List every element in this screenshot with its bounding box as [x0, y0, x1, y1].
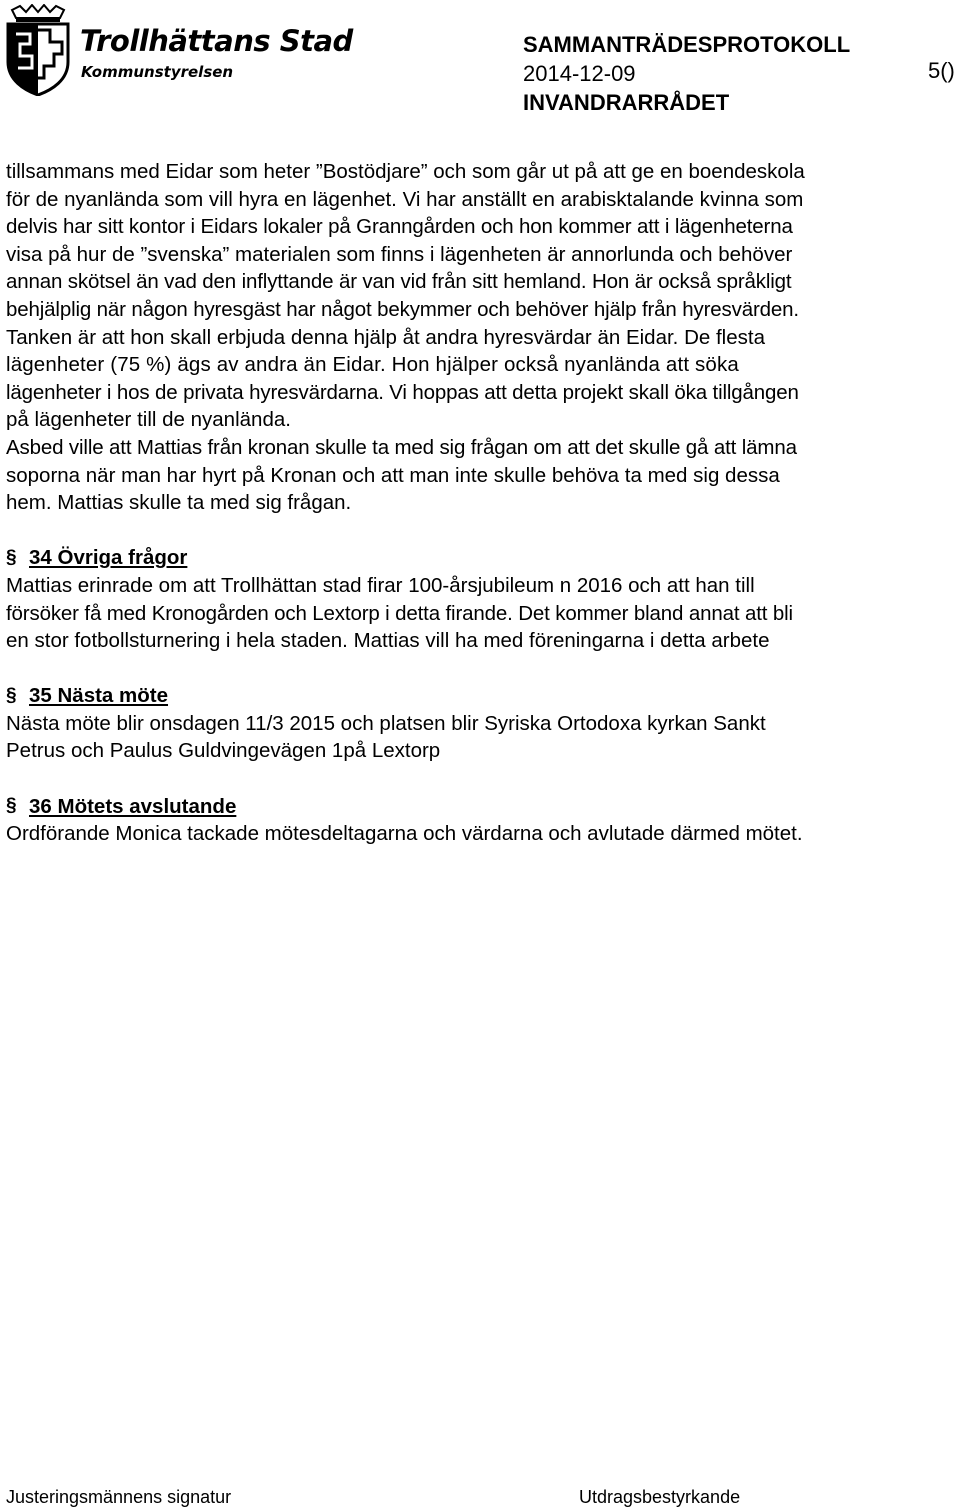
text-line: annan skötsel än vad den inflyttande är van vid från sitt hemland. Hon är också språkligt — [6, 270, 792, 294]
section-title: 36 Mötets avslutande — [29, 794, 237, 818]
intro-paragraph — [6, 434, 956, 517]
text-line: en stor fotbollsturnering i hela staden. Mattias vill ha med föreningarna i detta arbete — [6, 629, 770, 653]
text-line: Ordförande Monica tackade mötesdeltagarna och värdarna och avlutade därmed mötet. — [6, 822, 803, 846]
text-line: tillsammans med Eidar som heter ”Bostödjare” och som går ut på att ge en boendeskola — [6, 160, 805, 183]
text-line: visa på hur de ”svenska” materialen som finns i lägenheten är annorlunda och behöver — [6, 242, 793, 266]
text-line: försöker få med Kronogården och Lextorp i detta firande. Det kommer bland annat att bli — [6, 601, 793, 625]
text-line: för de nyanlända som vill hyra en lägenhet. Vi har anställt en arabisktalande kvinna som — [6, 187, 804, 211]
section-35 — [6, 682, 956, 765]
page-number: 5() — [928, 58, 955, 83]
organization-subtitle: Kommunstyrelsen — [81, 63, 234, 81]
text-line: lägenheter (75 %) ägs av andra än Eidar. Hon hjälper också nyanlända att söka — [6, 353, 739, 377]
signature-label: Justeringsmännens signatur — [6, 1487, 232, 1507]
section-title: 34 Övriga frågor — [29, 546, 188, 570]
section-36 — [6, 793, 956, 848]
text-line: lägenheter i hos de privata hyresvärdarna. Vi hoppas att detta projekt skall öka tillgången — [6, 380, 799, 404]
text-line: Nästa möte blir onsdagen 11/3 2015 och platsen blir Syriska Ortodoxa kyrkan Sankt — [6, 711, 766, 735]
organization-name: Trollhättans Stad — [80, 24, 353, 58]
section-sign-icon: § — [6, 547, 17, 569]
text-line: på lägenheter till de nyanlända. — [6, 408, 291, 432]
section-heading — [6, 793, 956, 821]
text-line: behjälplig när någon hyresgäst har något bekymmer och behöver hjälp från hyresvärden. — [6, 297, 799, 321]
intro-paragraph — [6, 158, 956, 434]
section-sign-icon: § — [6, 685, 17, 707]
page-header — [0, 0, 960, 130]
document-date: 2014-12-09 — [523, 61, 636, 86]
section-heading — [6, 682, 956, 710]
text-line: delvis har sitt kontor i Eidars lokaler på Granngården och hon kommer att i lägenheterna — [6, 215, 793, 239]
text-line: soporna när man har hyrt på Kronan och att man inte skulle behöva ta med sig dessa — [6, 463, 780, 487]
section-sign-icon: § — [6, 795, 17, 817]
extract-certification-label: Utdragsbestyrkande — [579, 1487, 741, 1507]
text-line: hem. Mattias skulle ta med sig frågan. — [6, 491, 352, 515]
text-line: Tanken är att hon skall erbjuda denna hjälp åt andra hyresvärdar än Eidar. De flesta — [6, 325, 765, 349]
text-line: Petrus och Paulus Guldvingevägen 1på Lextorp — [6, 739, 441, 763]
document-type: SAMMANTRÄDESPROTOKOLL — [523, 32, 851, 57]
section-34 — [6, 544, 956, 654]
document-body — [6, 158, 956, 848]
text-line: Asbed ville att Mattias från kronan skulle ta med sig frågan om att det skulle gå att lämna — [6, 435, 797, 459]
section-title: 35 Nästa möte — [29, 684, 169, 708]
municipal-crest-icon — [4, 4, 72, 96]
committee-name: INVANDRARRÅDET — [523, 90, 730, 115]
text-line: Mattias erinrade om att Trollhättan stad firar 100-årsjubileum n 2016 och att han till — [6, 573, 755, 597]
section-heading — [6, 544, 956, 572]
